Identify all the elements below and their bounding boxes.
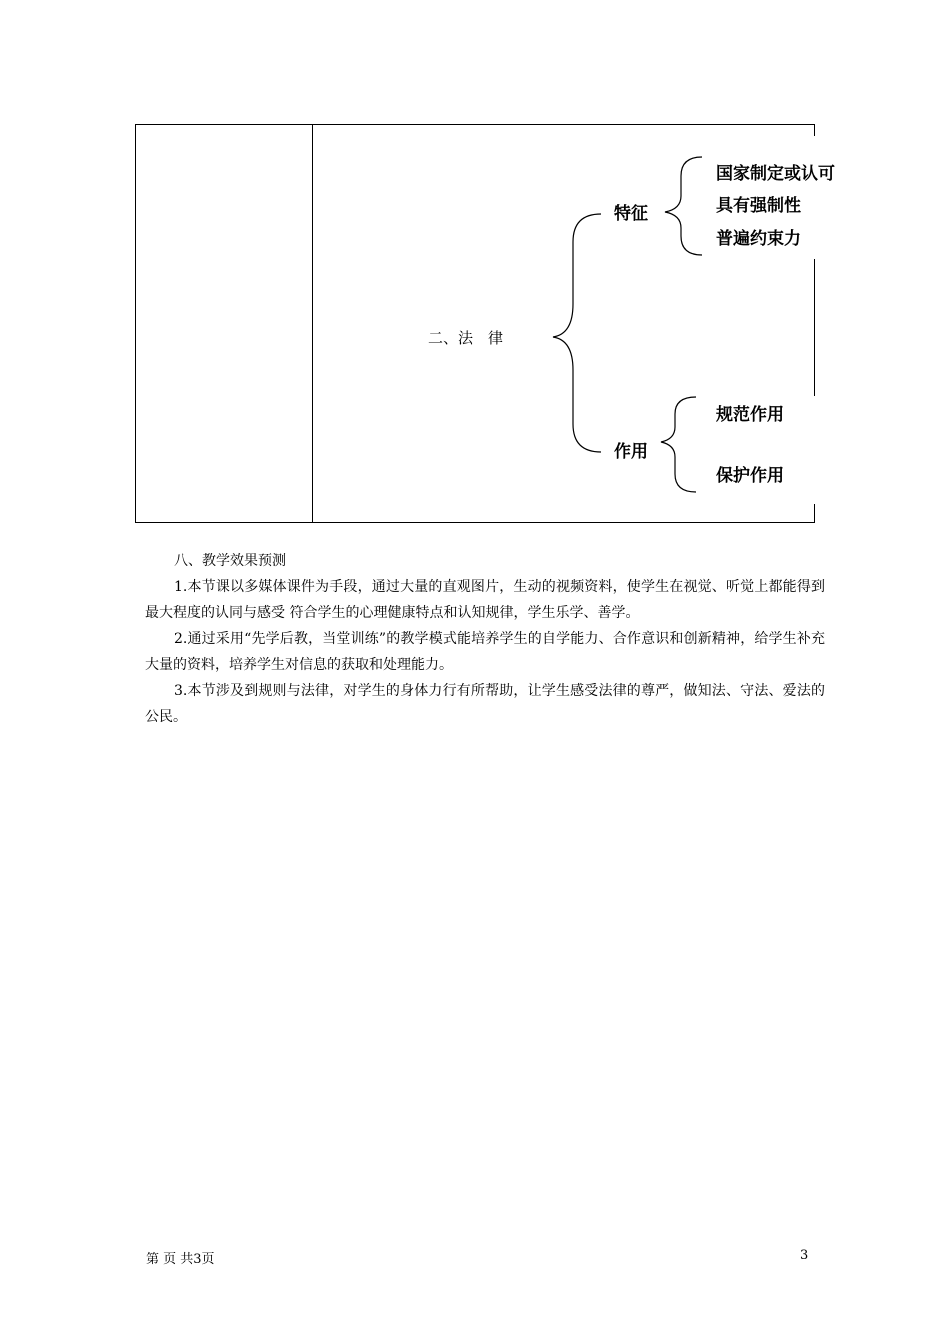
function-item: 保护作用 <box>716 466 784 486</box>
lesson-table <box>135 124 815 523</box>
function-brace <box>661 397 696 492</box>
feature-item: 普遍约束力 <box>716 229 801 249</box>
law-brace <box>553 214 601 452</box>
section-paragraph: 2.通过采用“先学后教，当堂训练”的教学模式能培养学生的自学能力、合作意识和创新精神，给学生补充大量的资料，培养学生对信息的获取和处理能力。 <box>145 631 825 673</box>
section-paragraph: 1.本节课以多媒体课件为手段，通过大量的直观图片，生动的视频资料，使学生在视觉、听觉上都能得到最大程度的认同与感受 符合学生的心理健康特点和认知规律，学生乐学、善学。 <box>145 579 825 621</box>
section-heading: 八、教学效果预测 <box>174 553 286 569</box>
function-item: 规范作用 <box>716 405 784 425</box>
feature-item: 具有强制性 <box>716 196 801 216</box>
page-info: 第 页 共3页 <box>146 1252 215 1267</box>
feature-item: 国家制定或认可 <box>716 164 835 184</box>
law-label: 二、法 律 <box>428 329 504 347</box>
table-and-brace-lines <box>135 124 815 524</box>
feature-label: 特征 <box>614 204 648 224</box>
teaching-effect-section <box>145 548 825 730</box>
function-label: 作用 <box>614 442 648 462</box>
section-paragraph: 3.本节涉及到规则与法律，对学生的身体力行有所帮助，让学生感受法律的尊严，做知法、守法、爱法的公民。 <box>145 683 825 725</box>
page-number: 3 <box>800 1248 809 1263</box>
feature-brace <box>665 157 702 255</box>
